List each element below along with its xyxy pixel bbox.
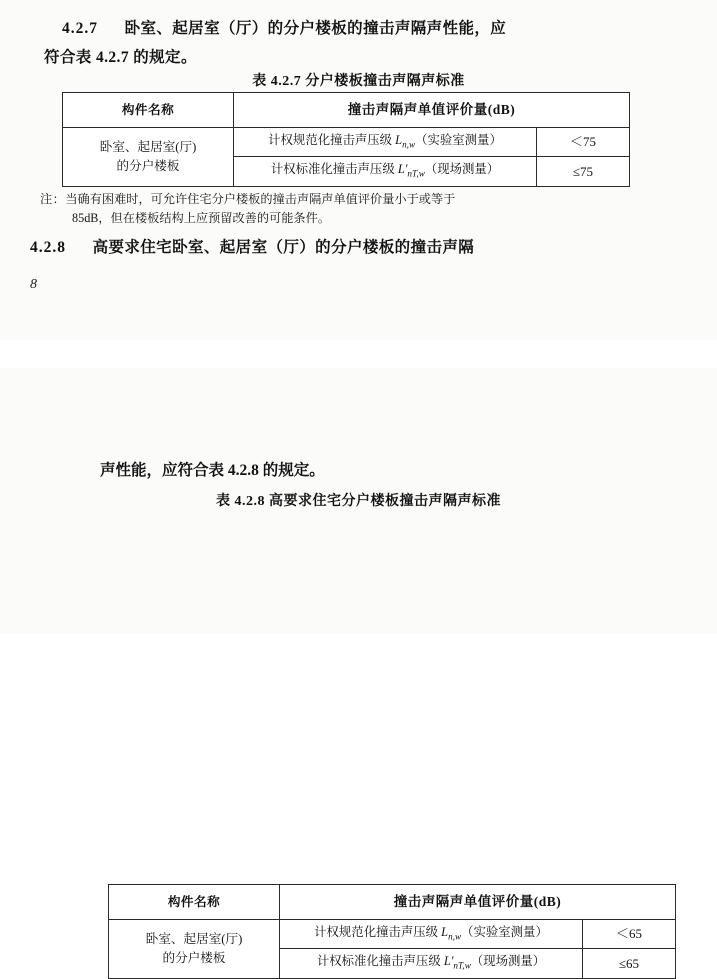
table-row: [109, 920, 676, 949]
table-428-desc-0: [280, 920, 583, 949]
table-427-note-line2: [72, 209, 692, 228]
note-label: 注：: [40, 192, 66, 206]
table-427: [62, 92, 630, 187]
desc-symbol: L': [443, 954, 454, 969]
desc-suffix: （现场测量）: [470, 954, 546, 969]
component-name-line2: 的分户楼板: [116, 158, 180, 173]
clause-428: [30, 233, 690, 262]
table-428-caption: 表 4.2.8 高要求住宅分户楼板撞击声隔声标准: [216, 494, 501, 509]
desc-prefix: 计权规范化撞击声压级: [314, 925, 442, 939]
desc-symbol-sub: nT,w: [407, 168, 425, 179]
component-name-line1: 卧室、起居室(厅): [99, 139, 197, 154]
table-427-note: [40, 190, 660, 209]
table-427-desc-0: [234, 128, 537, 157]
note-line1: 当确有困难时，可允许住宅分户楼板的撞击声隔声单值评价量小于或等于: [65, 192, 456, 206]
table-row: [109, 885, 676, 920]
table-428-component-name: [109, 920, 280, 979]
table-row: [63, 93, 630, 128]
table-428-desc-1: [280, 949, 583, 978]
desc-prefix: 计权标准化撞击声压级: [316, 954, 444, 969]
desc-suffix: （实验室测量）: [461, 925, 548, 939]
page-region-top: [0, 0, 717, 340]
table-428-header-0: 构件名称: [109, 885, 280, 920]
desc-prefix: 计权规范化撞击声压级: [268, 133, 396, 147]
desc-symbol: L: [441, 925, 449, 939]
table-427-caption: 表 4.2.7 分户楼板撞击声隔声标准: [252, 74, 465, 89]
clause-427-text: 卧室、起居室（厅）的分户楼板的撞击声隔声性能，应: [124, 20, 507, 37]
desc-suffix: （实验室测量）: [415, 133, 502, 147]
component-name-line2: 的分户楼板: [162, 950, 226, 965]
clause-428-number: 4.2.8: [30, 239, 66, 256]
component-name-line1: 卧室、起居室(厅): [145, 931, 243, 946]
table-427-value-0: ＜75: [537, 128, 630, 157]
table-428-value-1: ≤65: [583, 949, 676, 978]
table-428: [108, 884, 676, 979]
table-427-header-1: 撞击声隔声单值评价量(dB): [234, 93, 630, 128]
table-row: [63, 128, 630, 157]
table-427-component-name: [63, 128, 234, 187]
desc-symbol-sub: n,w: [448, 931, 462, 942]
table-428-header-1: 撞击声隔声单值评价量(dB): [280, 885, 676, 920]
page-region-bottom: [0, 368, 717, 971]
clause-427-number: 4.2.7: [62, 20, 98, 37]
page-separator: [0, 340, 717, 368]
clause-427-line2: [44, 43, 644, 72]
clause-427-text-line2: 符合表 4.2.7 的规定。: [44, 49, 197, 66]
note-line2-text: 85dB，但在楼板结构上应预留改善的可能条件。: [72, 211, 330, 225]
table-427-header-0: 构件名称: [63, 93, 234, 128]
clause-427: [62, 14, 662, 43]
clause-428-text: 高要求住宅卧室、起居室（厅）的分户楼板的撞击声隔: [92, 239, 475, 256]
desc-symbol: L: [395, 133, 403, 147]
desc-suffix: （现场测量）: [424, 162, 500, 177]
desc-symbol-sub: nT,w: [453, 960, 471, 971]
clause-428-continuation: 声性能，应符合表 4.2.8 的规定。: [100, 462, 325, 479]
page-number: 8: [30, 277, 37, 292]
desc-symbol-sub: n,w: [402, 139, 416, 150]
table-428-value-0: ＜65: [583, 920, 676, 949]
table-427-desc-1: [234, 157, 537, 186]
desc-symbol: L': [397, 162, 408, 177]
desc-prefix: 计权标准化撞击声压级: [270, 162, 398, 177]
table-427-value-1: ≤75: [537, 157, 630, 186]
